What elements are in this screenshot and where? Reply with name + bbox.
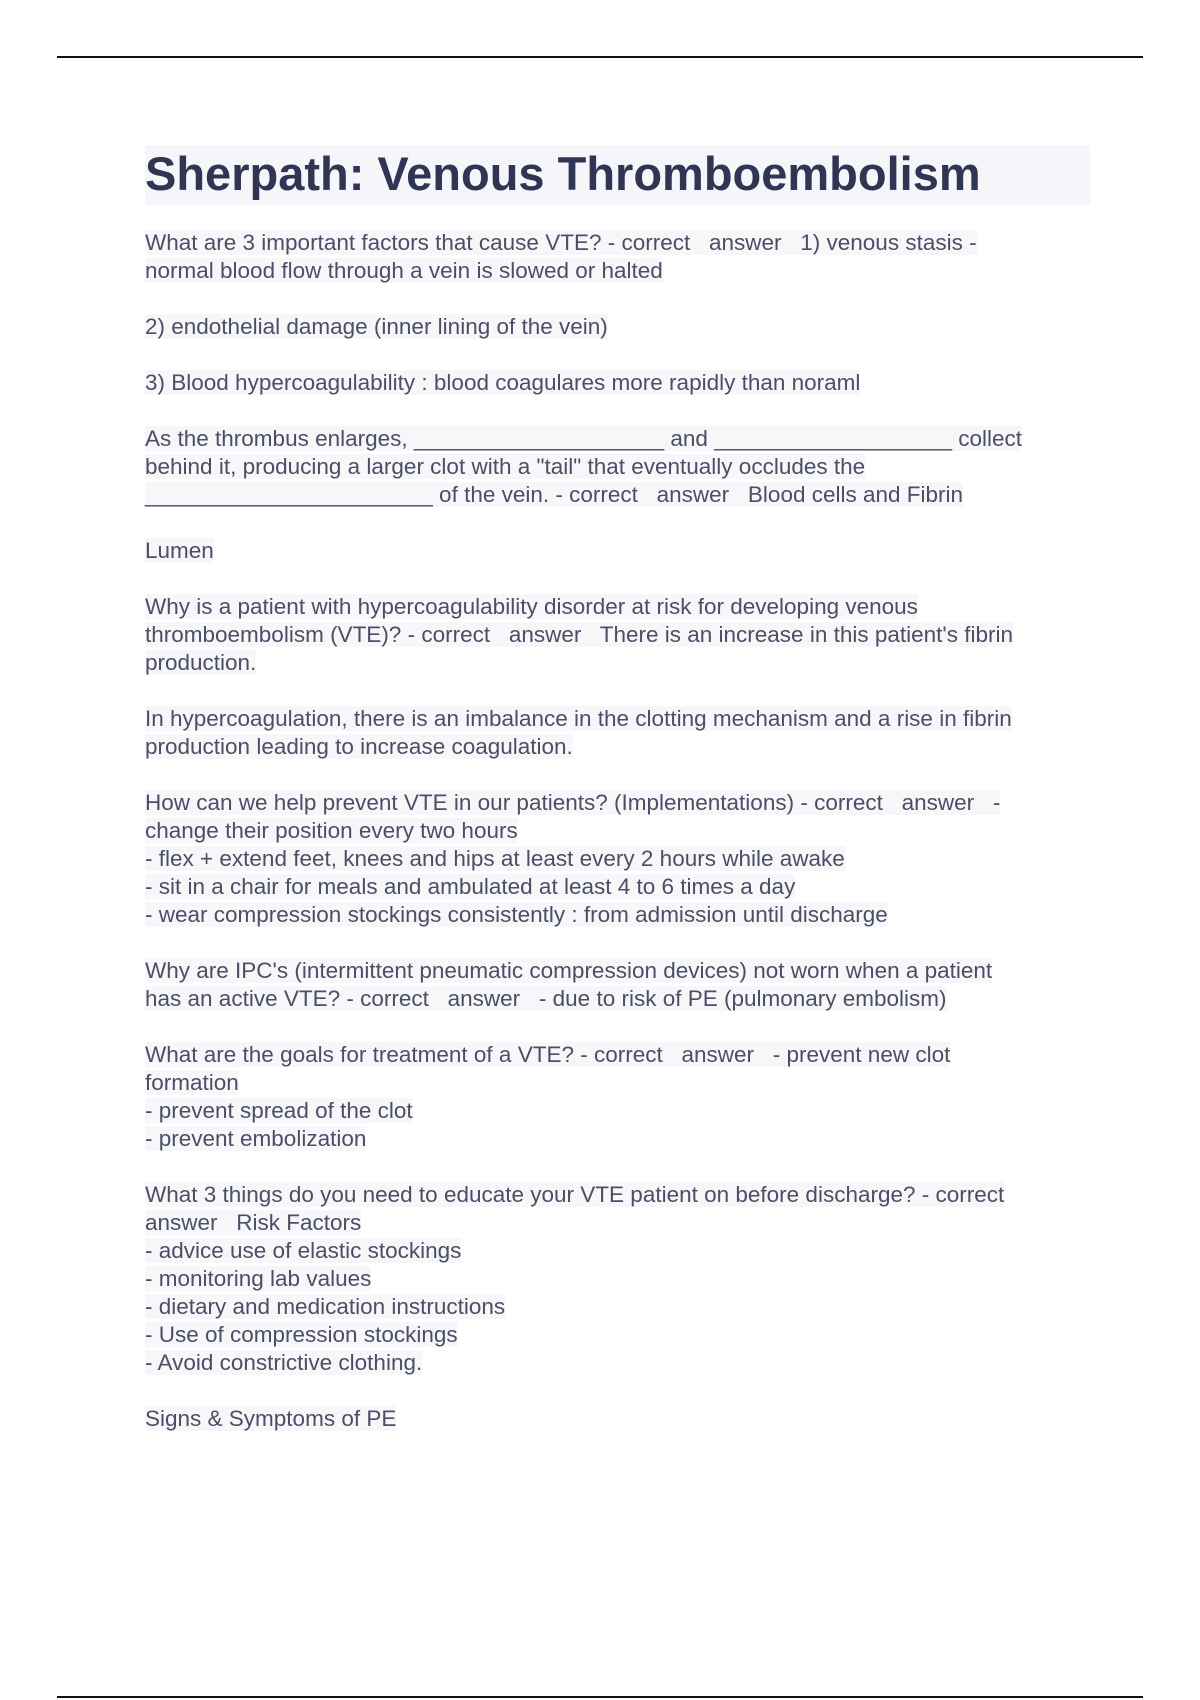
text-line-content: _______________________ of the vein. - correct answer Blood cells and Fibrin xyxy=(145,482,964,507)
text-line xyxy=(145,425,1090,453)
text-line xyxy=(145,621,1090,649)
text-line xyxy=(145,481,1090,509)
text-line-content: What 3 things do you need to educate your VTE patient on before discharge? - correct xyxy=(145,1182,1005,1207)
text-line-content: 3) Blood hypercoagulability : blood coagulares more rapidly than noraml xyxy=(145,370,861,395)
text-line-content: production. xyxy=(145,650,257,675)
text-line-content: answer Risk Factors xyxy=(145,1210,362,1235)
text-line xyxy=(145,1181,1090,1209)
text-line xyxy=(145,1265,1090,1293)
qa-paragraph xyxy=(145,593,1090,677)
text-line-content: has an active VTE? - correct answer - due to risk of PE (pulmonary embolism) xyxy=(145,986,947,1011)
text-line xyxy=(145,1209,1090,1237)
document-title: Sherpath: Venous Thromboembolism xyxy=(145,145,1090,205)
qa-paragraph xyxy=(145,705,1090,761)
text-line xyxy=(145,985,1090,1013)
text-line-content: Signs & Symptoms of PE xyxy=(145,1406,397,1431)
text-line-content: 2) endothelial damage (inner lining of the vein) xyxy=(145,314,608,339)
text-line-content: - prevent spread of the clot xyxy=(145,1098,413,1123)
text-line-content: - sit in a chair for meals and ambulated at least 4 to 6 times a day xyxy=(145,874,796,899)
text-line-content: thromboembolism (VTE)? - correct answer There is an increase in this patient's fibrin xyxy=(145,622,1013,647)
text-line xyxy=(145,649,1090,677)
text-line-content: - dietary and medication instructions xyxy=(145,1294,506,1319)
text-line-content: behind it, producing a larger clot with a "tail" that eventually occludes the xyxy=(145,454,866,479)
text-line-content: production leading to increase coagulation. xyxy=(145,734,573,759)
text-line xyxy=(145,901,1090,929)
text-line-content: formation xyxy=(145,1070,239,1095)
text-line-content: As the thrombus enlarges, ____________________ and ___________________ collect xyxy=(145,426,1022,451)
text-line xyxy=(145,733,1090,761)
qa-paragraph xyxy=(145,957,1090,1013)
text-line xyxy=(145,705,1090,733)
text-line-content: - advice use of elastic stockings xyxy=(145,1238,462,1263)
qa-paragraph xyxy=(145,1181,1090,1377)
text-line-content: change their position every two hours xyxy=(145,818,518,843)
text-line xyxy=(145,229,1090,257)
text-line-content: Why is a patient with hypercoagulability disorder at risk for developing venous xyxy=(145,594,918,619)
text-line xyxy=(145,1125,1090,1153)
text-line xyxy=(145,1405,1090,1433)
text-line xyxy=(145,257,1090,285)
text-line xyxy=(145,873,1090,901)
text-line xyxy=(145,313,1090,341)
text-line-content: Lumen xyxy=(145,538,214,563)
text-line xyxy=(145,817,1090,845)
document-text xyxy=(145,229,1090,1433)
text-line-content: How can we help prevent VTE in our patients? (Implementations) - correct answer - xyxy=(145,790,1001,815)
text-line xyxy=(145,453,1090,481)
text-line xyxy=(145,1293,1090,1321)
text-line-content: What are 3 important factors that cause VTE? - correct answer 1) venous stasis - xyxy=(145,230,977,255)
text-line xyxy=(145,957,1090,985)
text-line xyxy=(145,1349,1090,1377)
text-line-content: What are the goals for treatment of a VTE? - correct answer - prevent new clot xyxy=(145,1042,951,1067)
qa-paragraph xyxy=(145,369,1090,397)
text-line xyxy=(145,1321,1090,1349)
text-line-content: - prevent embolization xyxy=(145,1126,367,1151)
text-line xyxy=(145,789,1090,817)
qa-paragraph xyxy=(145,537,1090,565)
text-line xyxy=(145,1097,1090,1125)
qa-paragraph xyxy=(145,425,1090,509)
footer-rule xyxy=(57,1696,1143,1698)
text-line xyxy=(145,845,1090,873)
text-line xyxy=(145,369,1090,397)
document-body xyxy=(145,145,1090,1461)
qa-paragraph xyxy=(145,229,1090,285)
text-line-content: In hypercoagulation, there is an imbalance in the clotting mechanism and a rise in fibrin xyxy=(145,706,1012,731)
qa-paragraph xyxy=(145,1041,1090,1153)
text-line-content: - Avoid constrictive clothing. xyxy=(145,1350,423,1375)
text-line-content: - wear compression stockings consistently : from admission until discharge xyxy=(145,902,888,927)
qa-paragraph xyxy=(145,789,1090,929)
qa-paragraph xyxy=(145,1405,1090,1433)
text-line-content: - flex + extend feet, knees and hips at least every 2 hours while awake xyxy=(145,846,845,871)
text-line xyxy=(145,1237,1090,1265)
text-line-content: - monitoring lab values xyxy=(145,1266,372,1291)
text-line xyxy=(145,537,1090,565)
text-line-content: Why are IPC's (intermittent pneumatic compression devices) not worn when a patient xyxy=(145,958,993,983)
text-line-content: - Use of compression stockings xyxy=(145,1322,458,1347)
qa-paragraph xyxy=(145,313,1090,341)
text-line-content: normal blood flow through a vein is slowed or halted xyxy=(145,258,663,283)
text-line xyxy=(145,1069,1090,1097)
text-line xyxy=(145,593,1090,621)
header-rule xyxy=(57,56,1143,58)
text-line xyxy=(145,1041,1090,1069)
